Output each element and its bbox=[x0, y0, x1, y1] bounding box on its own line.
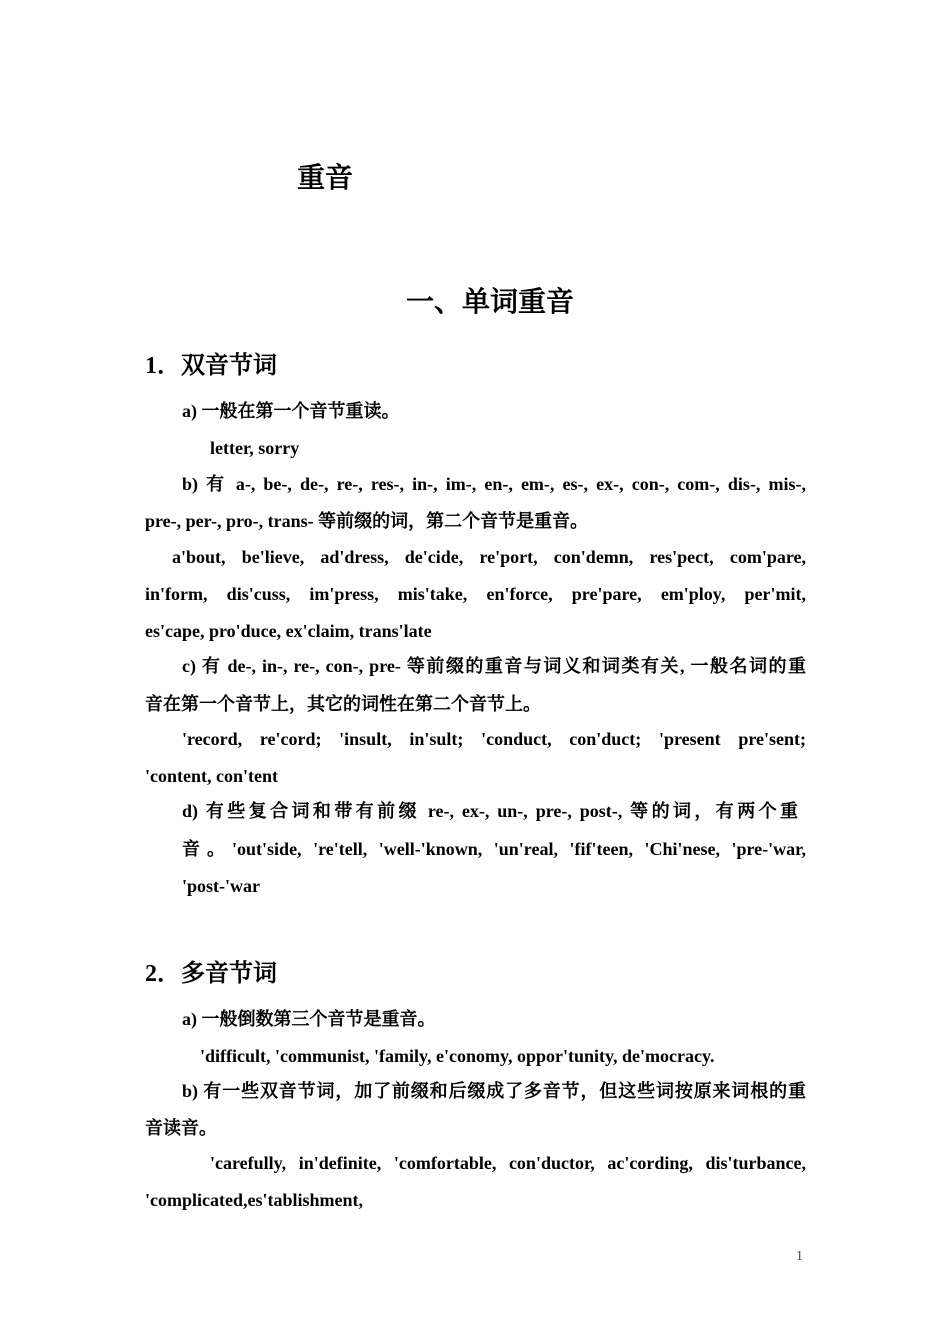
section-heading: 一、单词重音 bbox=[405, 287, 574, 318]
rule-d-text-line1: d) 有些复合词和带有前缀 re-, ex-, un-, pre-, post-, 等的词，有两个重 bbox=[182, 801, 798, 821]
multi-rule-b-text-line1: b) 有一些双音节词，加了前缀和后缀成了多音节，但这些词按原来词根的重 bbox=[182, 1081, 806, 1101]
subsection-heading-2: 2．多音节词 bbox=[145, 961, 277, 987]
rule-c-example-line1: 'record, re'cord; 'insult, in'sult; 'conduct, con'duct; 'present pre'sent; bbox=[182, 729, 806, 749]
subsection-heading-1: 1．双音节词 bbox=[145, 353, 277, 379]
rule-b-example-line1: a'bout, be'lieve, ad'dress, de'cide, re'port, con'demn, res'pect, com'pare, bbox=[172, 547, 806, 567]
multi-rule-b-example-line1: 'carefully, in'definite, 'comfortable, con'ductor, ac'cording, dis'turbance, bbox=[210, 1153, 806, 1173]
rule-d-text-line2: 音。'out'side, 're'tell, 'well-'known, 'un'real, 'fif'teen, 'Chi'nese, 'pre-'war, bbox=[182, 839, 806, 859]
rule-b-example-line2: in'form, dis'cuss, im'press, mis'take, en'force, pre'pare, em'ploy, per'mit, bbox=[145, 584, 806, 604]
rule-b-text-line1: b) 有 a-, be-, de-, re-, res-, in-, im-, en-, em-, es-, ex-, con-, com-, dis-, mis-, bbox=[182, 474, 806, 494]
multi-rule-b-text-line2: 音读音。 bbox=[145, 1118, 217, 1138]
rule-a-example: letter, sorry bbox=[210, 438, 300, 458]
rule-c-text-line1: c) 有 de-, in-, re-, con-, pre- 等前缀的重音与词义和词类有关, 一般名词的重 bbox=[182, 656, 806, 676]
page-title: 重音 bbox=[297, 163, 354, 194]
multi-rule-a-text: a) 一般倒数第三个音节是重音。 bbox=[182, 1009, 436, 1029]
rule-b-example-line3: es'cape, pro'duce, ex'claim, trans'late bbox=[145, 621, 432, 641]
rule-a-text: a) 一般在第一个音节重读。 bbox=[182, 401, 400, 421]
multi-rule-a-example: 'difficult, 'communist, 'family, e'conomy, oppor'tunity, de'mocracy. bbox=[200, 1046, 715, 1066]
rule-b-text-line2: pre-, per-, pro-, trans- 等前缀的词，第二个音节是重音。 bbox=[145, 511, 589, 531]
rule-c-example-line2: 'content, con'tent bbox=[145, 766, 278, 786]
page-number: 1 bbox=[796, 1249, 803, 1264]
rule-d-text-line3: 'post-'war bbox=[182, 876, 260, 896]
rule-c-text-line2: 音在第一个音节上，其它的词性在第二个音节上。 bbox=[145, 694, 541, 714]
multi-rule-b-example-line2: 'complicated,es'tablishment, bbox=[145, 1190, 363, 1210]
